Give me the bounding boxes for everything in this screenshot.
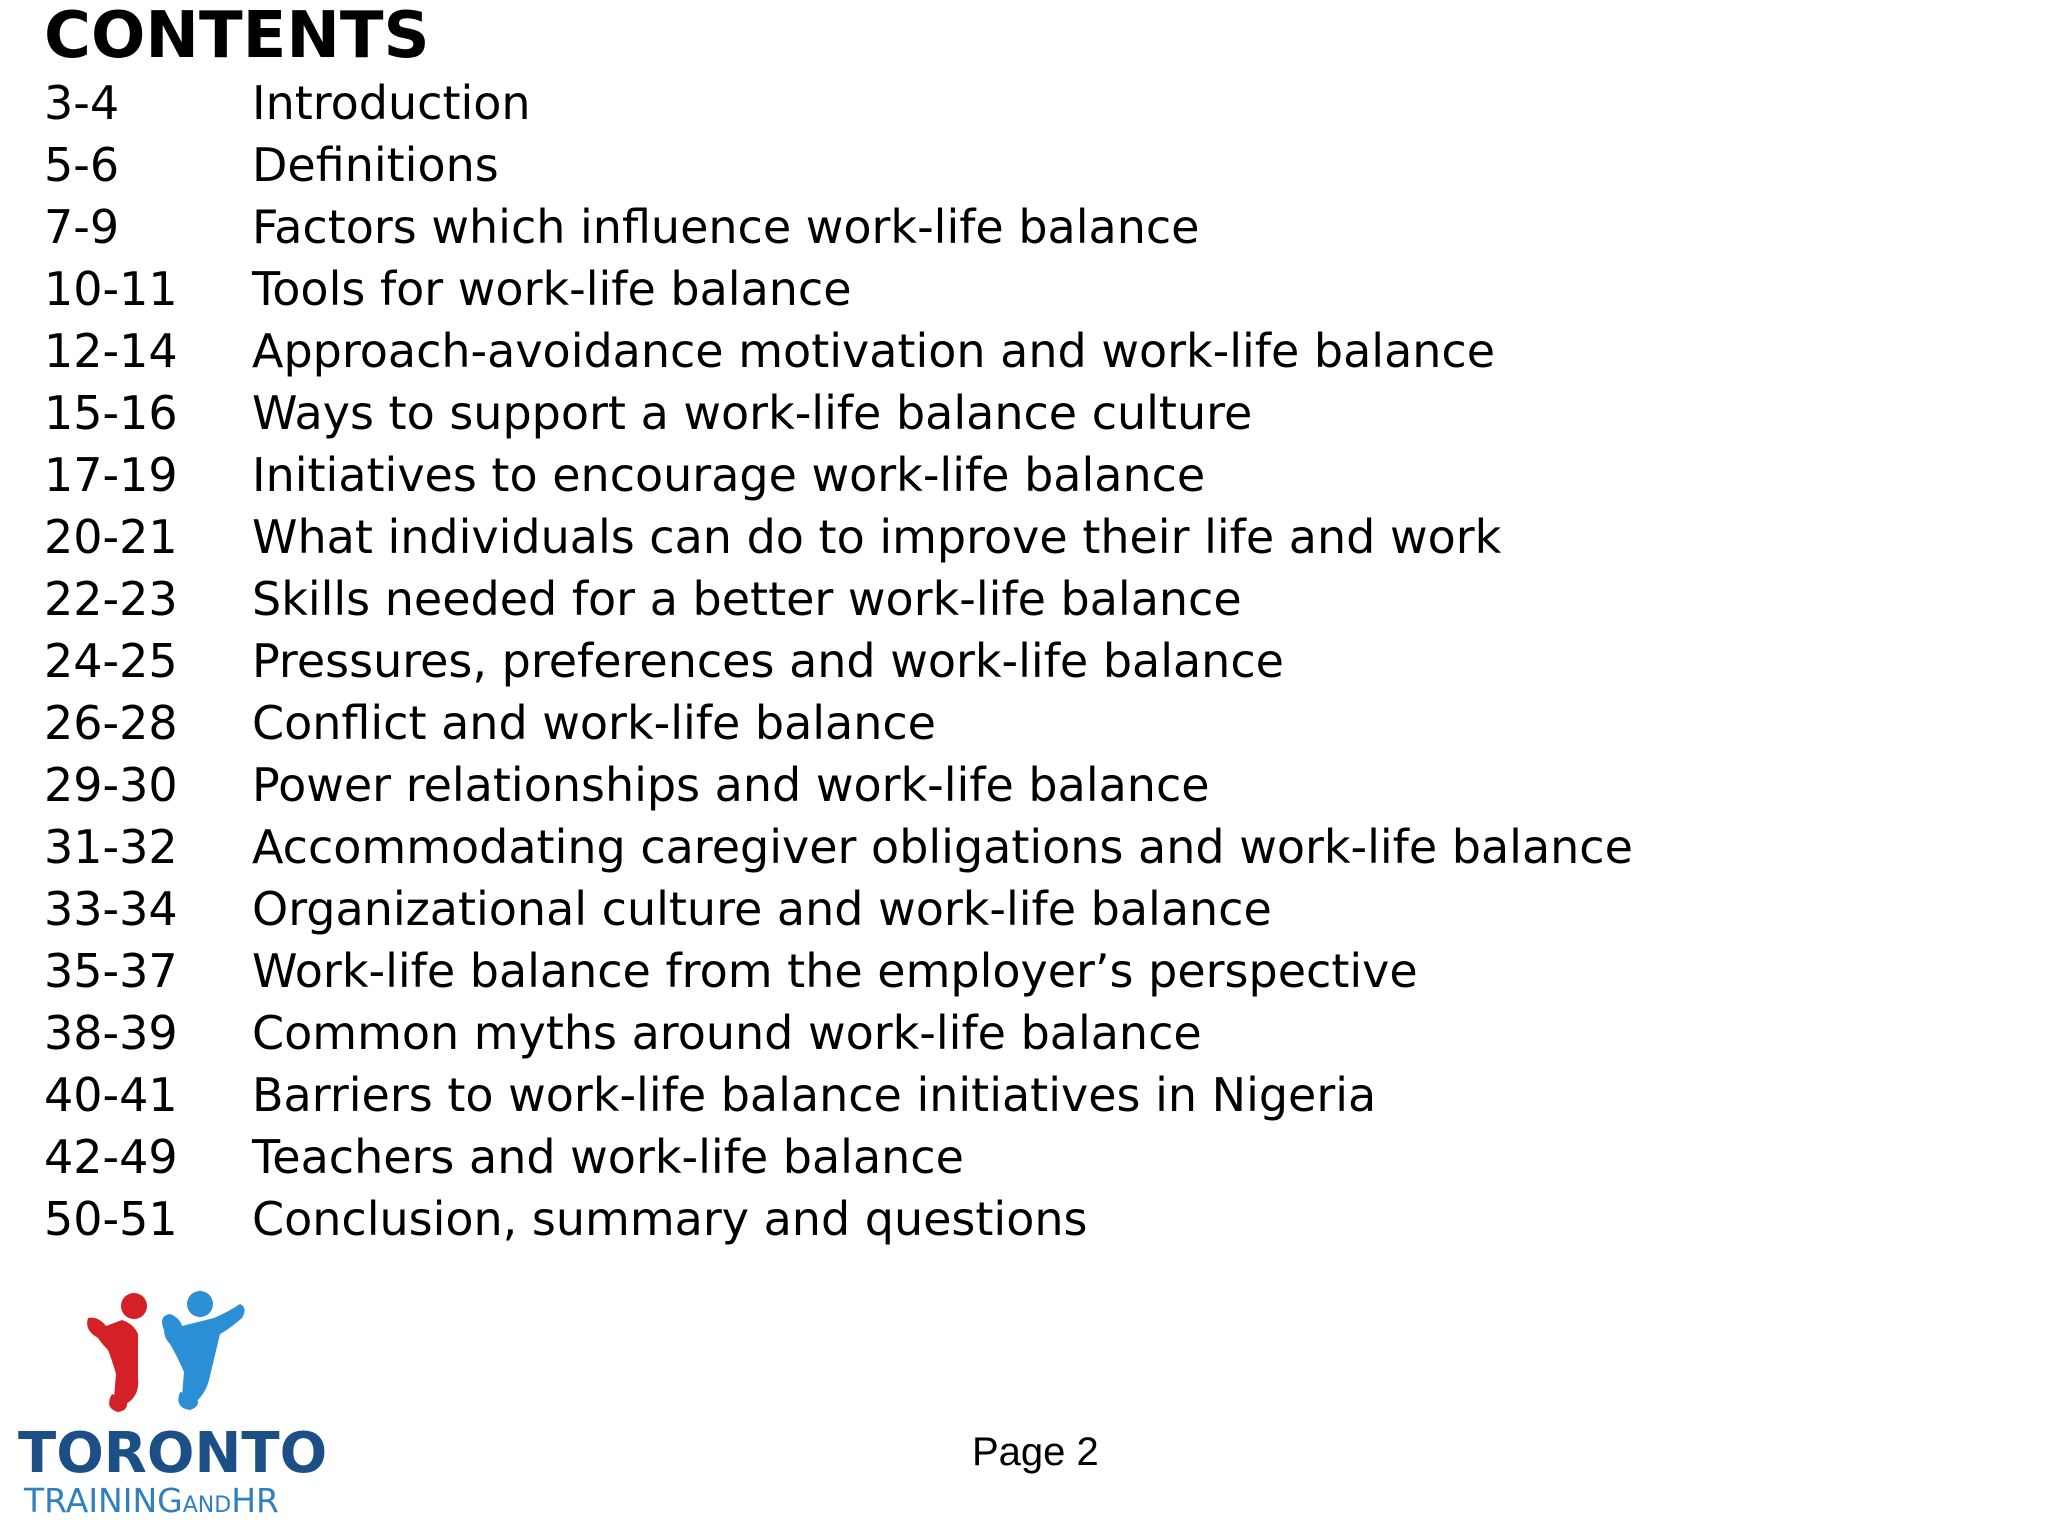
toc-page-range: 29-30 bbox=[44, 758, 178, 812]
toc-entry bbox=[44, 134, 1633, 196]
toc-section-title: Organizational culture and work-life balance bbox=[252, 882, 1272, 936]
toc-entry bbox=[44, 72, 1633, 134]
page-number: Page 2 bbox=[972, 1430, 1099, 1474]
toc-section-title: Power relationships and work-life balance bbox=[252, 758, 1210, 812]
red-figure-icon bbox=[87, 1293, 147, 1412]
toc-page-range: 50-51 bbox=[44, 1192, 178, 1246]
toc-entry bbox=[44, 444, 1633, 506]
toc-entry bbox=[44, 940, 1633, 1002]
toc-page-range: 3-4 bbox=[44, 76, 120, 130]
logo-subtitle bbox=[24, 1482, 279, 1525]
toc-entry bbox=[44, 382, 1633, 444]
logo-subtitle-and: AND bbox=[182, 1493, 232, 1518]
toc-page-range: 5-6 bbox=[44, 138, 120, 192]
toc-page-range: 35-37 bbox=[44, 944, 178, 998]
logo-subtitle-training: TRAINING bbox=[24, 1481, 183, 1520]
toc-section-title: Accommodating caregiver obligations and work-life balance bbox=[252, 820, 1633, 874]
toc-page-range: 17-19 bbox=[44, 448, 178, 502]
toc-entry bbox=[44, 568, 1633, 630]
toc-page-range: 20-21 bbox=[44, 510, 178, 564]
toc-entry bbox=[44, 320, 1633, 382]
toronto-training-hr-logo bbox=[14, 1286, 328, 1526]
toc-section-title: Introduction bbox=[252, 76, 531, 130]
toc-page-range: 40-41 bbox=[44, 1068, 178, 1122]
toc-page-range: 12-14 bbox=[44, 324, 178, 378]
toc-page-range: 7-9 bbox=[44, 200, 120, 254]
toc-entry bbox=[44, 816, 1633, 878]
toc-section-title: Tools for work-life balance bbox=[252, 262, 852, 316]
toc-entry bbox=[44, 196, 1633, 258]
toc-page-range: 33-34 bbox=[44, 882, 178, 936]
toc-page-range: 42-49 bbox=[44, 1130, 178, 1184]
toc-page-range: 31-32 bbox=[44, 820, 178, 874]
toc-entry bbox=[44, 1188, 1633, 1250]
toc-section-title: What individuals can do to improve their life and work bbox=[252, 510, 1502, 564]
toc-section-title: Common myths around work-life balance bbox=[252, 1006, 1202, 1060]
figures-logo-icon bbox=[14, 1286, 274, 1426]
toc-page-range: 24-25 bbox=[44, 634, 178, 688]
toc-section-title: Ways to support a work-life balance culture bbox=[252, 386, 1253, 440]
blue-figure-icon bbox=[162, 1291, 245, 1410]
toc-entry bbox=[44, 692, 1633, 754]
toc-section-title: Work-life balance from the employer’s perspective bbox=[252, 944, 1418, 998]
toc-page-range: 22-23 bbox=[44, 572, 178, 626]
toc-section-title: Factors which influence work-life balance bbox=[252, 200, 1200, 254]
toc-section-title: Definitions bbox=[252, 138, 499, 192]
page-title: CONTENTS bbox=[44, 0, 430, 73]
toc-page-range: 10-11 bbox=[44, 262, 178, 316]
toc-section-title: Conclusion, summary and questions bbox=[252, 1192, 1088, 1246]
toc-section-title: Initiatives to encourage work-life balance bbox=[252, 448, 1206, 502]
toc-section-title: Skills needed for a better work-life balance bbox=[252, 572, 1242, 626]
toc-entry bbox=[44, 754, 1633, 816]
toc-entry bbox=[44, 258, 1633, 320]
logo-subtitle-hr: HR bbox=[231, 1481, 279, 1520]
toc-entry bbox=[44, 1126, 1633, 1188]
toc-entry bbox=[44, 878, 1633, 940]
toc-section-title: Conflict and work-life balance bbox=[252, 696, 936, 750]
toc-section-title: Approach-avoidance motivation and work-life balance bbox=[252, 324, 1496, 378]
toc-entry bbox=[44, 630, 1633, 692]
toc-entry bbox=[44, 1002, 1633, 1064]
toc-section-title: Pressures, preferences and work-life balance bbox=[252, 634, 1284, 688]
toc-page-range: 26-28 bbox=[44, 696, 178, 750]
toc-entry bbox=[44, 506, 1633, 568]
toc-page-range: 38-39 bbox=[44, 1006, 178, 1060]
table-of-contents bbox=[44, 72, 1633, 1250]
toc-section-title: Teachers and work-life balance bbox=[252, 1130, 964, 1184]
toc-section-title: Barriers to work-life balance initiatives in Nigeria bbox=[252, 1068, 1377, 1122]
toc-page-range: 15-16 bbox=[44, 386, 178, 440]
logo-wordmark: TORONTO bbox=[18, 1421, 328, 1486]
toc-entry bbox=[44, 1064, 1633, 1126]
